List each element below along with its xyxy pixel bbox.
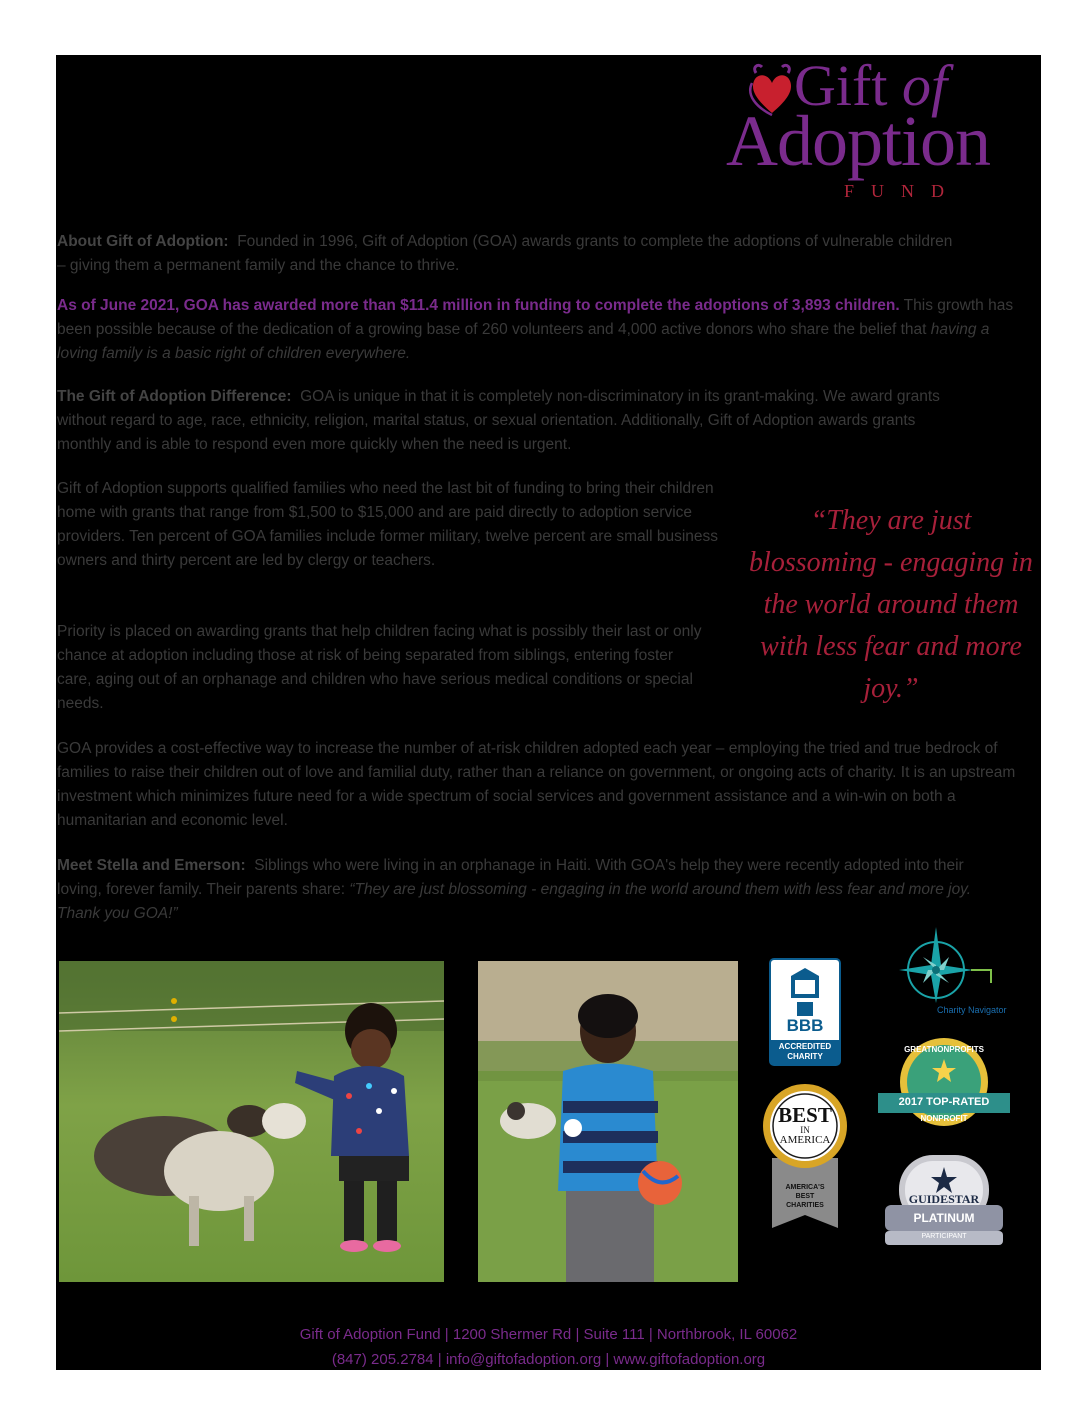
bbb-accredited-label: ACCREDITED CHARITY <box>778 1042 832 1061</box>
guidestar-label: GUIDESTAR <box>908 1192 980 1206</box>
difference-heading: The Gift of Adoption Difference: <box>57 388 292 405</box>
flyer-page <box>56 55 1041 1370</box>
bbb-accredited-badge <box>769 958 841 1066</box>
guidestar-platinum-badge <box>885 1155 1003 1247</box>
logo-line-fund: FUND <box>844 181 962 201</box>
gnp-ribbon-label: 2017 TOP-RATED <box>898 1096 990 1108</box>
cost-effective-paragraph: GOA provides a cost-effective way to increase the number of at-risk children adopted each year – employing the tried and true bedrock of families to raise their children out of love and familial duty, rather than a reliance on government, or ongoing acts of charity. It is an upstream investment which minimizes future need for a wide spectrum of social services and government assistance and a win-win on both a humanitarian and economic level. <box>57 740 1016 829</box>
priority-paragraph: Priority is placed on awarding grants that help children facing what is possibly their last or only chance at adoption including those at risk of being separated from siblings, entering foster care, aging out of an orphanage and children who have serious medical conditions or special needs. <box>57 623 702 712</box>
meet-italic: “They are just blossoming - engaging in the world around them with less fear and more joy. Thank you GOA!” <box>57 881 972 922</box>
gnp-bottom-label: NONPROFIT <box>920 1114 968 1123</box>
guidestar-level-label: PLATINUM <box>913 1211 975 1225</box>
difference-paragraph <box>57 385 957 457</box>
great-nonprofits-badge <box>878 1037 1010 1127</box>
photo-emerson <box>478 961 738 1282</box>
difference-text: GOA is unique in that it is completely non-discriminatory in its grant-making. We award grants without regard to age, race, ethnicity, religion, marital status, or sexual orientation. Additionally, Gift of Adoption awards grants monthly and is able to respond even more quickly when the need is urgent. <box>57 388 940 453</box>
meet-paragraph <box>57 854 1007 926</box>
photo-stella-with-lambs <box>59 961 444 1282</box>
pull-quote: “They are just blossoming - engaging in the world around them with less fear and more joy.” <box>749 505 1033 704</box>
meet-text: Siblings who were living in an orphanage in Haiti. With GOA's help they were recently adopted into their loving, forever family. Their parents share: <box>57 857 964 898</box>
best-sub-label: AMERICA'S BEST CHARITIES <box>785 1184 825 1209</box>
about-heading: About Gift of Adoption: <box>57 233 229 250</box>
best-in-label: IN <box>800 1125 810 1135</box>
milestone-paragraph <box>57 294 1017 366</box>
logo-line-adoption: Adoption <box>726 101 991 181</box>
meet-heading: Meet Stella and Emerson: <box>57 857 246 874</box>
footer-contact: (847) 205.2784 | info@giftofadoption.org | www.giftofadoption.org <box>331 1351 766 1368</box>
about-text: Founded in 1996, Gift of Adoption (GOA) awards grants to complete the adoptions of vulnerable children – giving them a permanent family and the chance to thrive. <box>57 233 953 274</box>
compass-icon <box>899 925 1009 1005</box>
milestone-highlight: As of June 2021, GOA has awarded more than $11.4 million in funding to complete the adoptions of 3,893 children. <box>57 297 900 314</box>
guidestar-sub-label: PARTICIPANT <box>921 1233 967 1240</box>
charity-navigator-label: Charity Navigator <box>937 1005 1007 1015</box>
charity-navigator-badge <box>899 925 1009 1035</box>
best-in-america-badge <box>762 1083 848 1228</box>
best-label: BEST <box>778 1103 832 1127</box>
milestone-italic: having a loving family is a basic right of children everywhere. <box>57 321 990 362</box>
footer-address: Gift of Adoption Fund | 1200 Shermer Rd | Suite 111 | Northbrook, IL 60062 <box>299 1326 798 1343</box>
bbb-label: BBB <box>786 1016 824 1035</box>
gnp-top-label: GREATNONPROFITS <box>904 1045 984 1054</box>
best-america-label: AMERICA <box>779 1134 831 1146</box>
logo-line-gift: Gift of <box>794 55 948 118</box>
milestone-text: This growth has been possible because of the dedication of a growing base of 260 volunteers and 4,000 active donors who share the belief that <box>57 297 1014 338</box>
gift-of-adoption-logo <box>726 55 1041 205</box>
supports-paragraph: Gift of Adoption supports qualified families who need the last bit of funding to bring their children home with grants that range from $1,500 to $15,000 and are paid directly to adoption service providers. Ten percent of GOA families include former military, twelve percent are small business owners and thirty percent are led by clergy or teachers. <box>57 480 719 569</box>
about-paragraph <box>57 230 957 278</box>
